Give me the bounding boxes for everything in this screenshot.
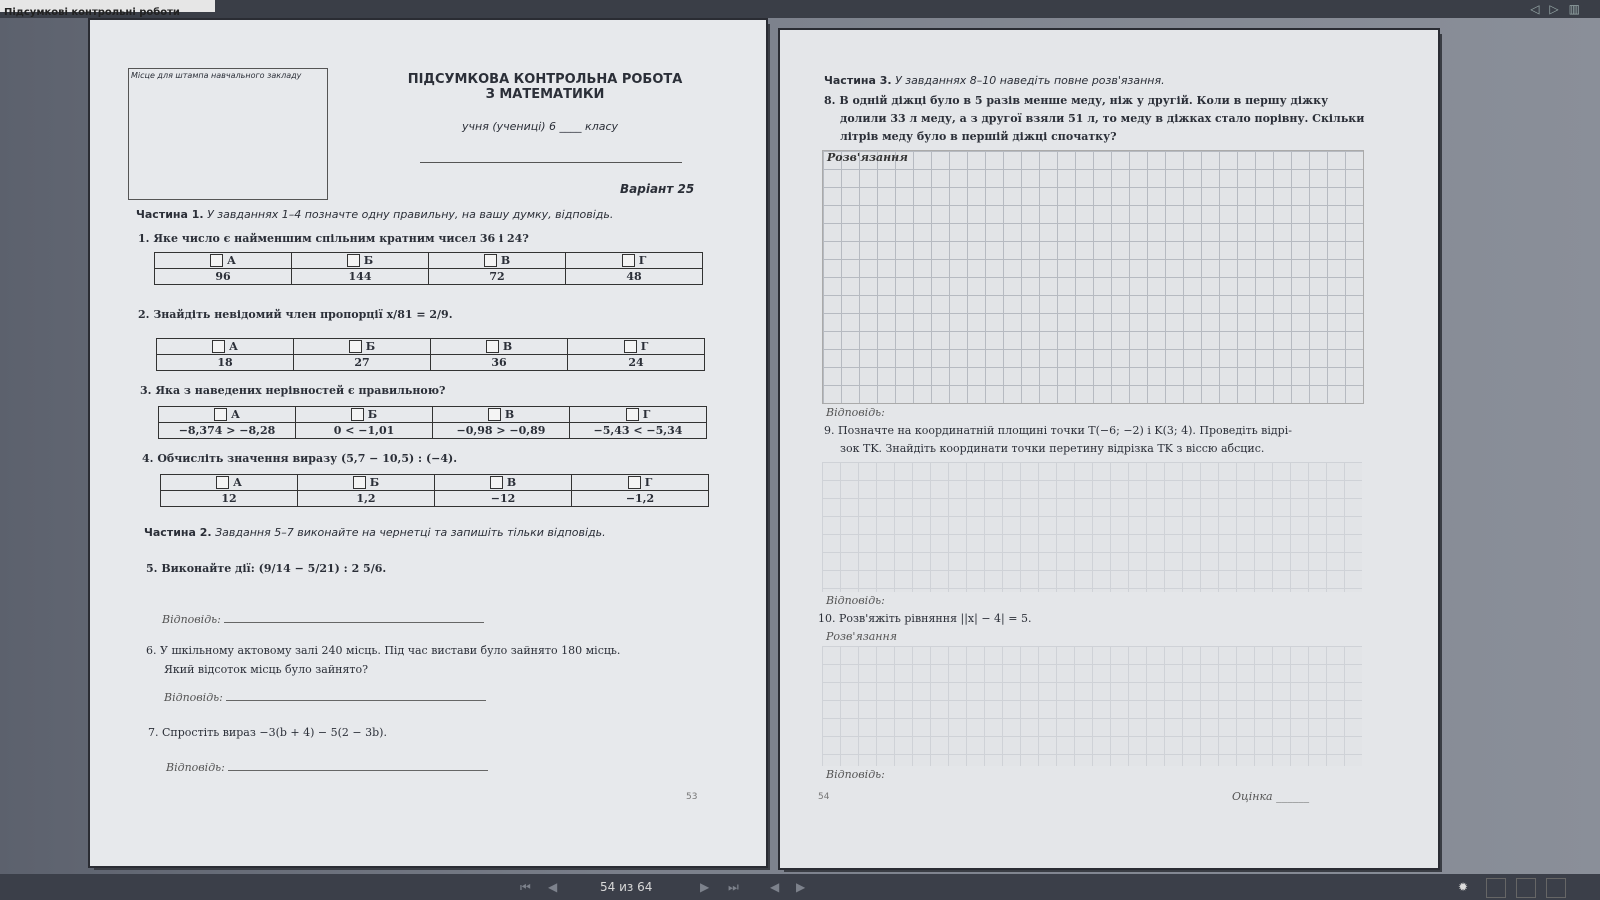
part1-label: Частина 1.	[136, 208, 204, 221]
q1-option-c[interactable]	[429, 253, 566, 269]
option-letter: Г	[640, 339, 649, 353]
left-page	[90, 20, 766, 866]
last-page-icon[interactable]: ⏭	[728, 880, 739, 894]
fullscreen-icon[interactable]	[1546, 878, 1566, 898]
checkbox[interactable]	[349, 340, 362, 353]
option-letter: Б	[369, 475, 380, 489]
q4-answer-table	[160, 474, 709, 507]
checkbox[interactable]	[351, 408, 364, 421]
checkbox[interactable]	[353, 476, 366, 489]
question-2	[138, 308, 453, 321]
q4-answer-a: 12	[161, 491, 298, 507]
checkbox[interactable]	[212, 340, 225, 353]
question-2-text: 2. Знайдіть невідомий член пропорції	[138, 308, 383, 321]
question-8-line-2: долили 33 л меду, а з другої взяли 51 л, то меду в діжках стало порівну. Скільки	[840, 112, 1365, 125]
part2-text: Завдання 5–7 виконайте на чернетці та запишіть тільки відповідь.	[215, 526, 606, 539]
q4-answer-c: −12	[435, 491, 572, 507]
option-letter: Г	[644, 475, 653, 489]
q10-solution-grid[interactable]	[822, 646, 1362, 766]
stamp-label: Місце для штампа навчального закладу	[131, 71, 302, 80]
q3-option-d[interactable]	[570, 407, 707, 423]
q2-answer-table	[156, 338, 705, 371]
checkbox[interactable]	[628, 476, 641, 489]
part2-label: Частина 2.	[144, 526, 212, 539]
option-letter: А	[229, 339, 238, 353]
nav-arrows[interactable]: ◁▷▥	[1530, 2, 1590, 16]
two-page-view-icon[interactable]	[1516, 878, 1536, 898]
q2-option-d[interactable]	[568, 339, 705, 355]
q5-answer-line[interactable]	[162, 612, 484, 626]
variant-label: Варіант 25	[620, 182, 695, 196]
prev-page-icon[interactable]: ◀	[548, 880, 558, 894]
right-page	[780, 30, 1438, 868]
option-letter: В	[506, 475, 517, 489]
part3-heading	[824, 74, 1165, 87]
question-9-line-2: зок TK. Знайдіть координати точки перетину відрізка TK з віссю абсцис.	[840, 442, 1265, 455]
q1-answer-c: 72	[429, 269, 566, 285]
option-letter: Б	[367, 407, 378, 421]
q6-answer-line[interactable]	[164, 690, 486, 704]
q9-coordinate-grid[interactable]	[822, 462, 1362, 592]
q3-answer-table	[158, 406, 707, 439]
part3-label: Частина 3.	[824, 74, 892, 87]
checkbox[interactable]	[488, 408, 501, 421]
q4-option-b[interactable]	[298, 475, 435, 491]
question-9	[824, 422, 1394, 458]
q3-option-b[interactable]	[296, 407, 433, 423]
q2-option-a[interactable]	[157, 339, 294, 355]
q7-answer-line[interactable]	[166, 760, 488, 774]
q3-answer-d: −5,43 < −5,34	[570, 423, 707, 439]
checkbox[interactable]	[214, 408, 227, 421]
title-line-1: ПІДСУМКОВА КОНТРОЛЬНА РОБОТА	[407, 72, 683, 87]
page-indicator: 54 из 64	[600, 880, 653, 894]
title-line-2: З МАТЕМАТИКИ	[485, 87, 605, 102]
question-2-proportion: x/81 = 2/9.	[386, 308, 453, 321]
question-6-line-2: Який відсоток місць було зайнято?	[164, 663, 369, 676]
zoom-in-icon[interactable]: ▶	[796, 880, 806, 894]
question-8-line-3: літрів меду було в першій діжці спочатку?	[840, 130, 1117, 143]
checkbox[interactable]	[484, 254, 497, 267]
checkbox[interactable]	[486, 340, 499, 353]
next-page-icon[interactable]: ▶	[700, 880, 710, 894]
question-9-line-1: 9. Позначте на координатній площині точки T(−6; −2) і K(3; 4). Проведіть відрі-	[824, 424, 1292, 437]
q2-option-c[interactable]	[431, 339, 568, 355]
q2-answer-a: 18	[157, 355, 294, 371]
page-number-left: 53	[686, 792, 698, 802]
question-10: 10. Розв'яжіть рівняння ||x| − 4| = 5.	[818, 612, 1032, 625]
question-5: 5. Виконайте дії: (9/14 − 5/21) : 2 5/6.	[146, 562, 387, 575]
q1-answer-a: 96	[155, 269, 292, 285]
settings-icon[interactable]: ✹	[1458, 880, 1469, 894]
q1-option-d[interactable]	[566, 253, 703, 269]
q3-answer-c: −0,98 > −0,89	[433, 423, 570, 439]
q1-option-a[interactable]	[155, 253, 292, 269]
q8-answer-label: Відповідь:	[826, 406, 885, 419]
question-6	[146, 644, 620, 676]
q2-answer-c: 36	[431, 355, 568, 371]
test-title	[390, 72, 700, 102]
answer-blank[interactable]	[228, 760, 488, 771]
window-title-tab[interactable]	[0, 0, 215, 18]
checkbox[interactable]	[626, 408, 639, 421]
q10-answer-label: Відповідь:	[826, 768, 885, 781]
q4-answer-b: 1,2	[298, 491, 435, 507]
part1-text: У завданнях 1–4 позначте одну правильну, на вашу думку, відповідь.	[207, 208, 614, 221]
question-1: 1. Яке число є найменшим спільним кратним чисел 36 і 24?	[138, 232, 529, 245]
option-letter: Б	[363, 253, 374, 267]
single-page-view-icon[interactable]	[1486, 878, 1506, 898]
q1-answer-table	[154, 252, 703, 285]
document-viewer[interactable]	[0, 18, 1600, 874]
question-7: 7. Спростіть вираз −3(b + 4) − 5(2 − 3b).	[148, 726, 387, 739]
q9-answer-label: Відповідь:	[826, 594, 885, 607]
viewer-toolbar	[0, 874, 1600, 900]
zoom-out-icon[interactable]: ◀	[770, 880, 780, 894]
q8-solution-grid[interactable]	[822, 150, 1364, 404]
question-8-line-1: 8. В одній діжці було в 5 разів менше меду, ніж у другій. Коли в першу діжку	[824, 94, 1329, 107]
option-letter: Г	[642, 407, 651, 421]
option-letter: В	[500, 253, 511, 267]
q2-option-b[interactable]	[294, 339, 431, 355]
name-line	[420, 162, 682, 163]
student-line: учня (учениці) 6 ____ класу	[462, 120, 619, 133]
q4-option-a[interactable]	[161, 475, 298, 491]
page-number-right: 54	[818, 792, 830, 802]
checkbox[interactable]	[622, 254, 635, 267]
checkbox[interactable]	[490, 476, 503, 489]
answer-label: Відповідь:	[166, 761, 225, 774]
option-letter: В	[504, 407, 515, 421]
option-letter: Г	[638, 253, 647, 267]
question-4: 4. Обчисліть значення виразу (5,7 − 10,5) : (−4).	[142, 452, 458, 465]
grade-label: Оцінка ______	[1232, 790, 1310, 803]
first-page-icon[interactable]: ⏮	[520, 880, 531, 894]
viewer-title-bar	[0, 0, 1600, 18]
checkbox[interactable]	[216, 476, 229, 489]
part3-text: У завданнях 8–10 наведіть повне розв'язання.	[895, 74, 1165, 87]
option-letter: В	[502, 339, 513, 353]
part2-heading	[144, 526, 606, 539]
solution-label: Розв'язання	[827, 151, 908, 164]
option-letter: А	[231, 407, 240, 421]
q4-option-c[interactable]	[435, 475, 572, 491]
answer-label: Відповідь:	[162, 613, 221, 626]
q10-solution-label: Розв'язання	[826, 630, 898, 643]
answer-blank[interactable]	[224, 612, 484, 623]
q3-option-c[interactable]	[433, 407, 570, 423]
question-3: 3. Яка з наведених нерівностей є правильною?	[140, 384, 446, 397]
stamp-box	[128, 68, 328, 200]
q2-answer-d: 24	[568, 355, 705, 371]
q3-answer-b: 0 < −1,01	[296, 423, 433, 439]
q3-answer-a: −8,374 > −8,28	[159, 423, 296, 439]
answer-blank[interactable]	[226, 690, 486, 701]
q1-answer-b: 144	[292, 269, 429, 285]
option-letter: А	[233, 475, 242, 489]
question-8	[824, 92, 1384, 146]
q3-option-a[interactable]	[159, 407, 296, 423]
checkbox[interactable]	[624, 340, 637, 353]
q2-answer-b: 27	[294, 355, 431, 371]
checkbox[interactable]	[210, 254, 223, 267]
q4-option-d[interactable]	[572, 475, 709, 491]
part1-heading	[136, 208, 613, 221]
option-letter: А	[227, 253, 236, 267]
q4-answer-d: −1,2	[572, 491, 709, 507]
option-letter: Б	[365, 339, 376, 353]
q1-answer-d: 48	[566, 269, 703, 285]
q1-option-b[interactable]	[292, 253, 429, 269]
answer-label: Відповідь:	[164, 691, 223, 704]
checkbox[interactable]	[347, 254, 360, 267]
question-6-line-1: 6. У шкільному актовому залі 240 місць. Під час вистави було зайнято 180 місць.	[146, 644, 621, 657]
window-title: Підсумкові контрольні роботи	[4, 7, 180, 18]
